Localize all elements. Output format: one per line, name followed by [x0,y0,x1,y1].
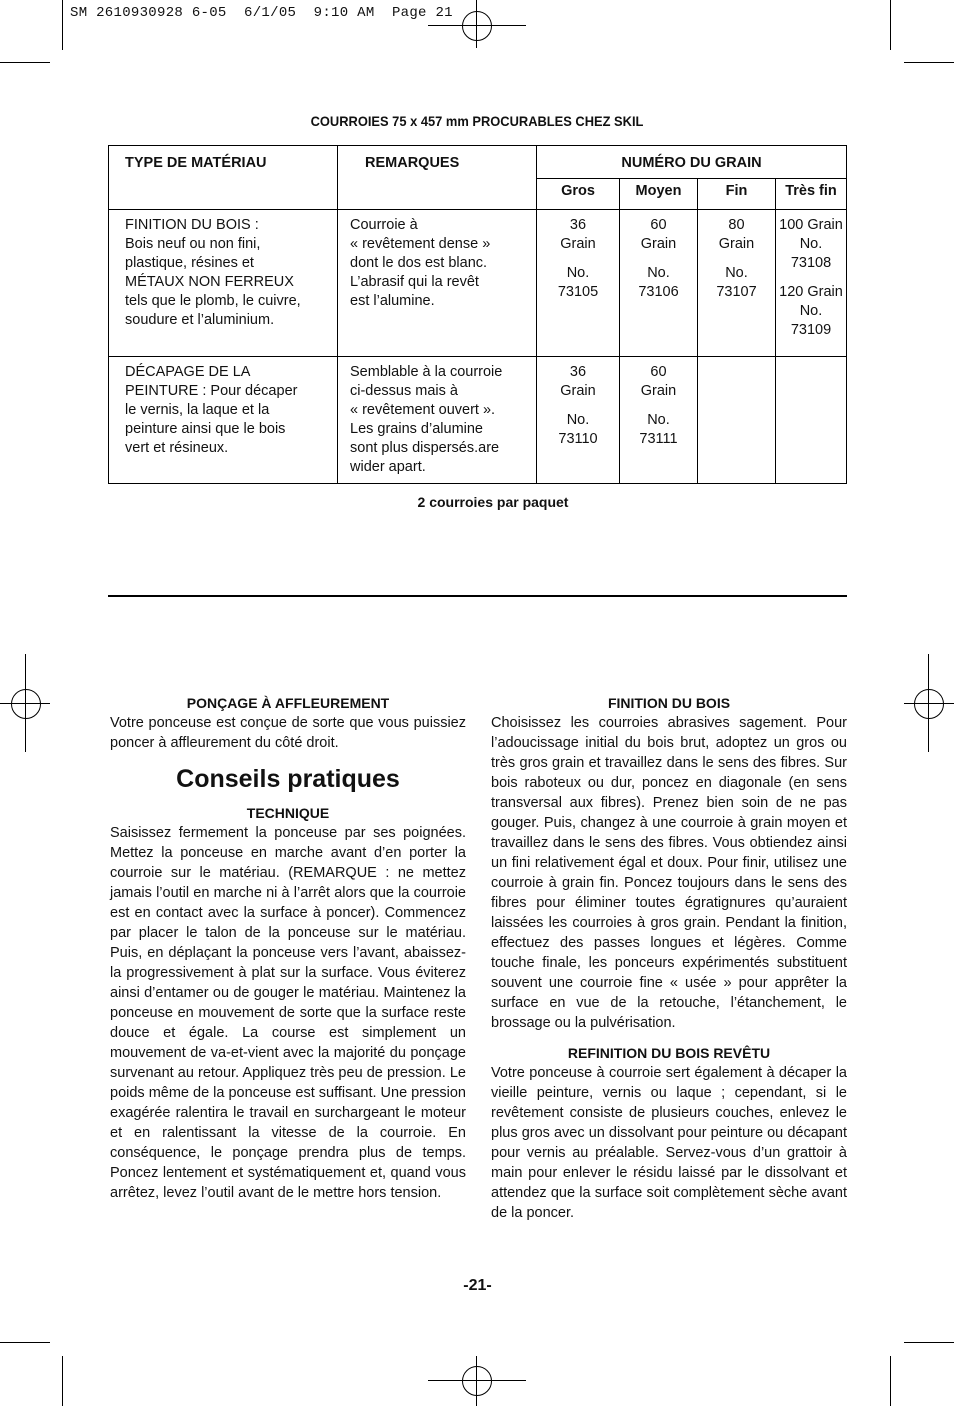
registration-mark [462,1366,492,1396]
header-remarks: REMARQUES [338,146,537,210]
grit-cell-very-fine: 100 Grain No. 73108 120 Grain No. 73109 [776,210,847,357]
registration-mark [462,11,492,41]
wood-finishing-text: Choisissez les courroies abrasives sagement. Pour l’adoucissage initial du bois brut, adoptez un gros ou très gros grain et travaillez dans le sens des fibres. Sur bois raboteux ou dur, poncez en diagonale (en sens transversal aux fibres). Prenez bien soin de ne pas gouger. Puis, changez à une courroie à grain moyen et travaillez dans le sens des fibres. Vous obtiendez ainsi un fini relativement égal et doux. Pour finir, utilisez une courroie à grain fin. Poncez toujours dans le sens des fibres pour éliminer toutes égratignures qu’auraient laissées les courroies à gros grain. Pendant la finition, effectuez des passes longues et légères. Comme touche finale, les ponceurs expérimentés substituent souvent une courroie fine « usée » pour apprêter la surface en vue de la retouche, l’étanchement, le brossage ou la pulvérisation. [491,715,847,1031]
technique-text: Saisissez fermement la ponceuse par ses poignées. Mettez la ponceuse en marche avant d’en porter la courroie sur le matériau. (REMARQUE : ne mettez jamais l’outil en marche ni à l’arrêt alors que la courroie est en contact avec la surface à poncer). Commencez par placer le talon de la ponceuse sur le matériau. Puis, en déplaçant la ponceuse vers l’avant, abaissez-la progressivement à plat sur la surface. Vous éviterez ainsi d’entamer ou de gouger le matériau. Maintenez la ponceuse en mouvement de sorte que la surface reste douce et égale. La course est simplement un mouvement de va-et-vient avec la majorité du ponçage survenant au retour. Appliquez très peu de pression. Le poids même de la ponceuse est suffisant. Une pression exagérée ralentira le travail en surchargeant le moteur et en ralentissant la vitesse de la courroie. En conséquence, le ponçage prendra plus de temps. Poncez lentement et systématiquement et, quand vous arrêtez, levez l’outil avant de le mettre hors tension. [110,825,466,1201]
crop-mark [890,1356,891,1406]
header-medium: Moyen [620,179,698,210]
remarks-cell: Courroie à « revêtement dense » dont le dos est blanc. L’abrasif qui la revêt est l’alumine. [338,210,537,357]
grit-cell-medium: 60 Grain No. 73111 [620,357,698,484]
grit-cell-coarse: 36 Grain No. 73105 [537,210,620,357]
section-heading-wood-finishing: FINITION DU BOIS [607,695,731,711]
table-row [109,357,847,484]
section-heading-technique: TECHNIQUE [246,805,330,821]
crop-mark [0,1342,50,1343]
crop-mark [904,62,954,63]
grit-cell-very-fine [776,357,847,484]
table-footer: 2 courroies par paquet [417,494,569,510]
crop-mark [904,1342,954,1343]
registration-mark [11,689,41,719]
header-material-type: TYPE DE MATÉRIAU [109,146,338,210]
main-title: Conseils pratiques [176,765,400,793]
table-header-row [109,146,847,179]
grit-cell-fine [698,357,776,484]
crop-mark [62,0,63,50]
left-column [110,693,466,1203]
print-header: SM 2610930928 6-05 6/1/05 9:10 AM Page 21 [70,5,453,21]
right-column [491,693,847,1223]
header-very-fine: Très fin [776,179,847,210]
sanding-belts-table [108,145,847,484]
page-number: -21- [463,1277,492,1294]
crop-mark [0,62,50,63]
flush-text: Votre ponceuse est conçue de sorte que vous puissiez poncer à affleurement du côté droit. [110,715,466,751]
grit-cell-medium: 60 Grain No. 73106 [620,210,698,357]
header-fine: Fin [698,179,776,210]
remarks-cell: Semblable à la courroie ci-dessus mais à « revêtement ouvert ». Les grains d’alumine sont plus dispersés.are wider apart. [338,357,537,484]
section-divider [108,595,847,597]
refinishing-text: Votre ponceuse à courroie sert également à décaper la vieille peinture, vernis ou laque ; cependant, si le revêtement consiste de plusieurs couches, enlevez le plus gros avec un dissolvant pour peinture ou décapant pour vernis au préalable. Servez-vous d’un grattoir à main pour enlever le résidu laissé par le dissolvant et attendez que la surface soit complètement sèche avant de la poncer. [491,1065,847,1221]
grit-cell-coarse: 36 Grain No. 73110 [537,357,620,484]
header-grit-number: NUMÉRO DU GRAIN [537,146,847,179]
material-cell: FINITION DU BOIS : Bois neuf ou non fini, plastique, résines et MÉTAUX NON FERREUX tels que le plomb, le cuivre, soudure et l’aluminium. [109,210,338,357]
header-coarse: Gros [537,179,620,210]
section-heading-flush: PONÇAGE À AFFLEUREMENT [186,695,390,711]
registration-mark [914,689,944,719]
section-heading-refinishing: REFINITION DU BOIS REVÊTU [567,1045,771,1061]
grit-cell-fine: 80 Grain No. 73107 [698,210,776,357]
material-cell: DÉCAPAGE DE LA PEINTURE : Pour décaper le vernis, la laque et la peinture ainsi que le bois vert et résineux. [109,357,338,484]
table-row [109,210,847,357]
crop-mark [890,0,891,50]
table-title: COURROIES 75 x 457 mm PROCURABLES CHEZ SKIL [310,113,644,129]
crop-mark [62,1356,63,1406]
